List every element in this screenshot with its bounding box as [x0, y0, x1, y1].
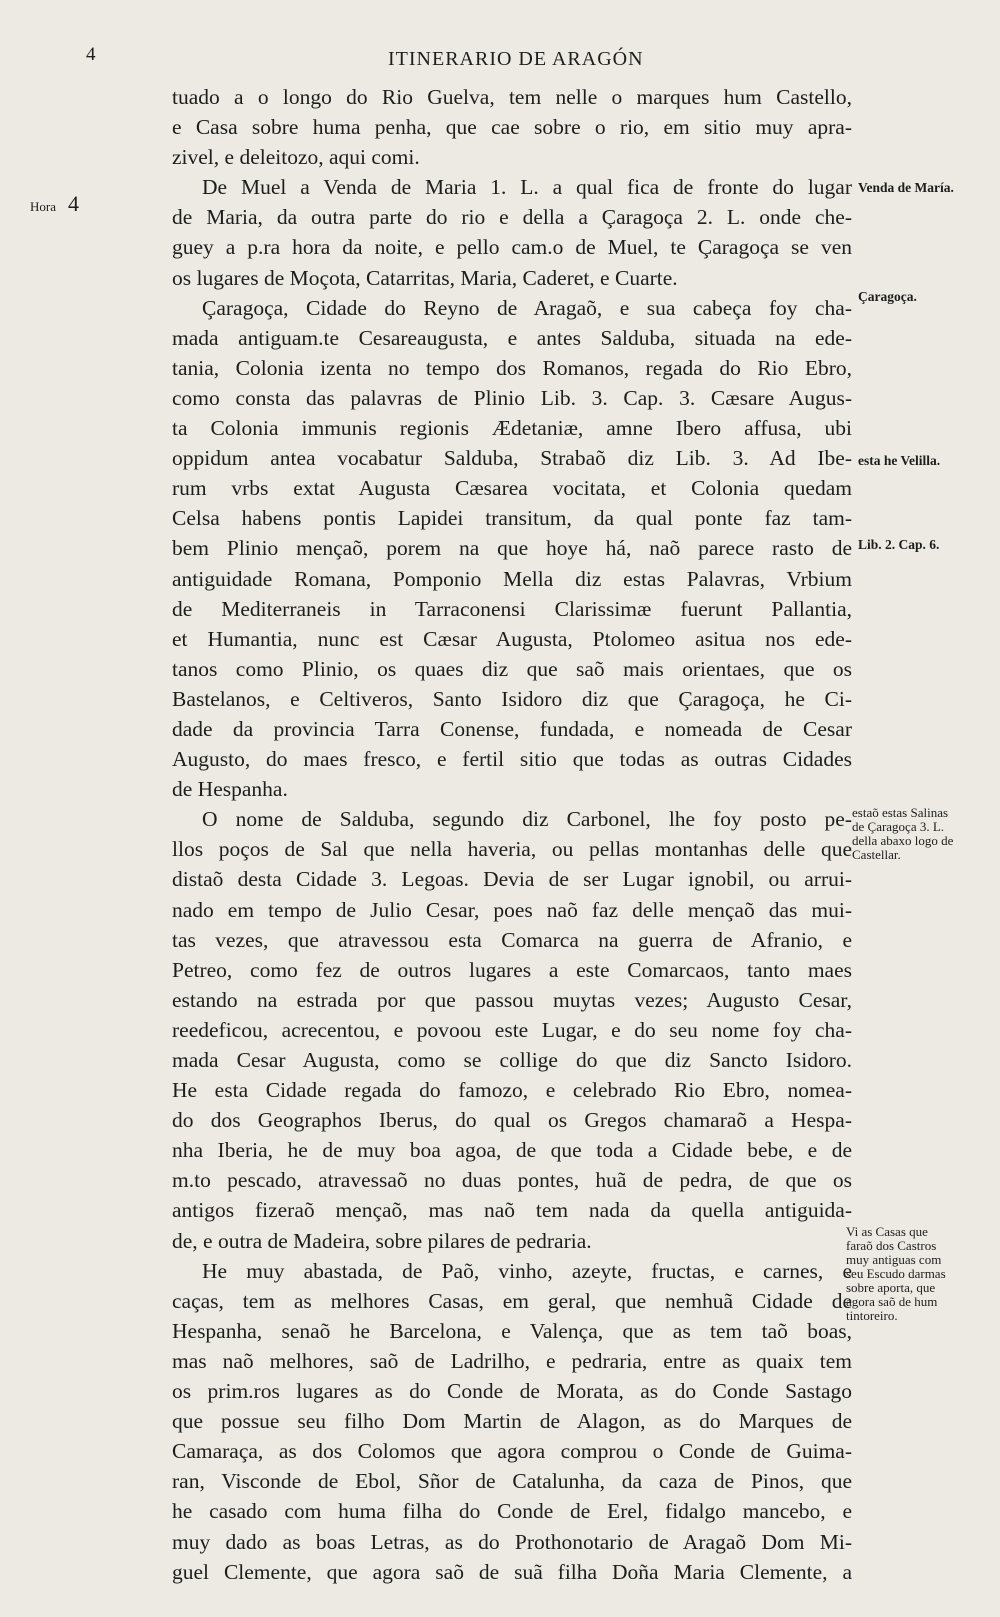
text-line: que possue seu filho Dom Martin de Alagon, as do Marques de	[172, 1409, 852, 1434]
text-line: antigos fizeraõ mençaõ, mas naõ tem nada da quella antiguida-	[172, 1198, 852, 1223]
margin-note-velilla: esta he Velilla.	[858, 453, 941, 468]
margin-note-line: agora saõ de hum	[846, 1294, 938, 1309]
text-line: tanos como Plinio, os quaes diz que saõ mais orientaes, que os	[172, 656, 852, 681]
text-line: tania, Colonia izenta no tempo dos Romanos, regada do Rio Ebro,	[172, 355, 852, 380]
margin-note-line: della abaxo logo de	[852, 833, 954, 848]
text-line: He esta Cidade regada do famozo, e celebrado Rio Ebro, nomea-	[172, 1078, 852, 1103]
text-line: llos poços de Sal que nella haveria, ou pellas montanhas delle que	[172, 837, 852, 862]
text-line: de Maria, da outra parte do rio e della a Çaragoça 2. L. onde che-	[172, 205, 852, 230]
margin-note-line: Castellar.	[852, 847, 901, 862]
text-line: O nome de Salduba, segundo diz Carbonel, lhe foy posto pe-	[202, 807, 852, 832]
margin-note-line: faraõ dos Castros	[846, 1238, 937, 1253]
page-number: 4	[86, 44, 96, 65]
margin-note-line: tintoreiro.	[846, 1308, 898, 1323]
text-line: dade da provincia Tarra Conense, fundada, e nomeada de Cesar	[172, 716, 852, 741]
text-line: mada Cesar Augusta, como se collige do que diz Sancto Isidoro.	[172, 1048, 852, 1072]
text-line: de Mediterraneis in Tarraconensi Clarissimæ fuerunt Pallantia,	[172, 596, 852, 621]
text-line: De Muel a Venda de Maria 1. L. a qual fica de fronte do lugar	[202, 175, 852, 200]
running-head: ITINERARIO DE ARAGÓN	[388, 48, 644, 70]
text-line: nha Iberia, he de muy boa agoa, de que toda a Cidade bebe, e de	[172, 1138, 852, 1163]
hora-value: 4	[68, 191, 79, 216]
hora-label: Hora	[30, 199, 56, 214]
margin-note-salinas	[852, 806, 953, 862]
margin-note-lib: Lib. 2. Cap. 6.	[858, 537, 940, 552]
text-line: ran, Visconde de Ebol, Sñor de Catalunha, da caza de Pinos, que	[172, 1469, 852, 1494]
text-line: os lugares de Moçota, Catarritas, Maria, Caderet, e Cuarte.	[172, 265, 678, 290]
text-line: de Hespanha.	[172, 777, 288, 802]
text-line: Petreo, como fez de outros lugares a este Comarcaos, tanto maes	[172, 957, 852, 982]
margin-note-line: Vi as Casas que	[846, 1224, 928, 1239]
margin-note-line: seu Escudo darmas	[846, 1266, 946, 1281]
text-line: guel Clemente, que agora saõ de suã filha Doña Maria Clemente, a	[172, 1559, 852, 1584]
text-line: tuado a o longo do Rio Guelva, tem nelle o marques hum Castello,	[172, 85, 852, 109]
text-line: como consta das palavras de Plinio Lib. 3. Cap. 3. Cæsare Augus-	[172, 385, 852, 410]
hora-margin-note	[30, 191, 79, 217]
text-line: guey a p.ra hora da noite, e pello cam.o de Muel, te Çaragoça se ven	[172, 235, 852, 260]
text-line: he casado com huma filha do Conde de Erel, fidalgo mancebo, e	[172, 1499, 852, 1524]
margin-note-casas	[846, 1225, 946, 1323]
body-text	[172, 82, 852, 1617]
text-line: do dos Geographos Iberus, do qual os Gregos chamaraõ a Hespa-	[172, 1108, 852, 1133]
text-line	[172, 1587, 852, 1617]
text-line: de, e outra de Madeira, sobre pilares de pedraria.	[172, 1228, 592, 1253]
text-line: bem Plinio mençaõ, porem na que hoye há, naõ parece rasto de	[172, 536, 852, 561]
text-line: os prim.ros lugares as do Conde de Morata, as do Conde Sastago	[172, 1379, 852, 1404]
margin-note-line: sobre aporta, que	[846, 1280, 936, 1295]
text-line: e Casa sobre huma penha, que cae sobre o rio, em sitio muy apra-	[172, 115, 852, 140]
text-line: Çaragoça, Cidade do Reyno de Aragaõ, e sua cabeça foy cha-	[202, 295, 852, 320]
text-line: antiguidade Romana, Pomponio Mella diz estas Palavras, Vrbium	[172, 566, 852, 591]
text-line: distaõ desta Cidade 3. Legoas. Devia de ser Lugar ignobil, ou arrui-	[172, 867, 852, 892]
margin-note-caragoca: Çaragoça.	[858, 289, 917, 304]
text-line: Augusto, do maes fresco, e fertil sitio que todas as outras Cidades	[172, 747, 852, 772]
margin-note-venda: Venda de María.	[858, 180, 954, 195]
margin-note-line: de Çaragoça 3. L.	[852, 819, 945, 834]
text-line: rum vrbs extat Augusta Cæsarea vocitata, et Colonia quedam	[172, 476, 852, 501]
text-line: Bastelanos, e Celtiveros, Santo Isidoro diz que Çaragoça, he Ci-	[172, 686, 852, 711]
text-line: mas naõ melhores, saõ de Ladrilho, e pedraria, entre as quaix tem	[172, 1348, 852, 1373]
text-line: mada antiguam.te Cesareaugusta, e antes Salduba, situada na ede-	[172, 325, 852, 350]
text-line: He muy abastada, de Paõ, vinho, azeyte, fructas, e carnes, e	[202, 1258, 852, 1283]
text-line: Hespanha, senaõ he Barcelona, e Valença, que as tem taõ boas,	[172, 1318, 852, 1343]
text-line: Camaraça, as dos Colomos que agora comprou o Conde de Guima-	[172, 1439, 852, 1464]
text-line: nado em tempo de Julio Cesar, poes naõ faz delle mençaõ das mui-	[172, 897, 852, 922]
text-line: Celsa habens pontis Lapidei transitum, da qual ponte faz tam-	[172, 506, 852, 531]
text-line: ta Colonia immunis regionis Ædetaniæ, amne Ibero affusa, ubi	[172, 416, 852, 441]
text-line: reedeficou, acrecentou, e povoou este Lugar, e do seu nome foy cha-	[172, 1017, 852, 1042]
text-line: oppidum antea vocabatur Salduba, Strabaõ diz Lib. 3. Ad Ibe-	[172, 446, 852, 471]
text-line: muy dado as boas Letras, as do Prothonotario de Aragaõ Dom Mi-	[172, 1529, 852, 1554]
text-line: tas vezes, que atravessou esta Comarca na guerra de Afranio, e	[172, 927, 852, 952]
text-line: et Humantia, nunc est Cæsar Augusta, Ptolomeo asitua nos ede-	[172, 626, 852, 651]
text-line: m.to pescado, atravessaõ no duas pontes, huã de pedra, de que os	[172, 1168, 852, 1193]
text-line: caças, tem as melhores Casas, em geral, que nemhuã Cidade de	[172, 1288, 852, 1313]
margin-note-line: estaõ estas Salinas	[852, 805, 949, 820]
text-line: estando na estrada por que passou muytas vezes; Augusto Cesar,	[172, 987, 852, 1012]
margin-note-line: muy antiguas com	[846, 1252, 942, 1267]
text-line: zivel, e deleitozo, aqui comi.	[172, 145, 420, 170]
